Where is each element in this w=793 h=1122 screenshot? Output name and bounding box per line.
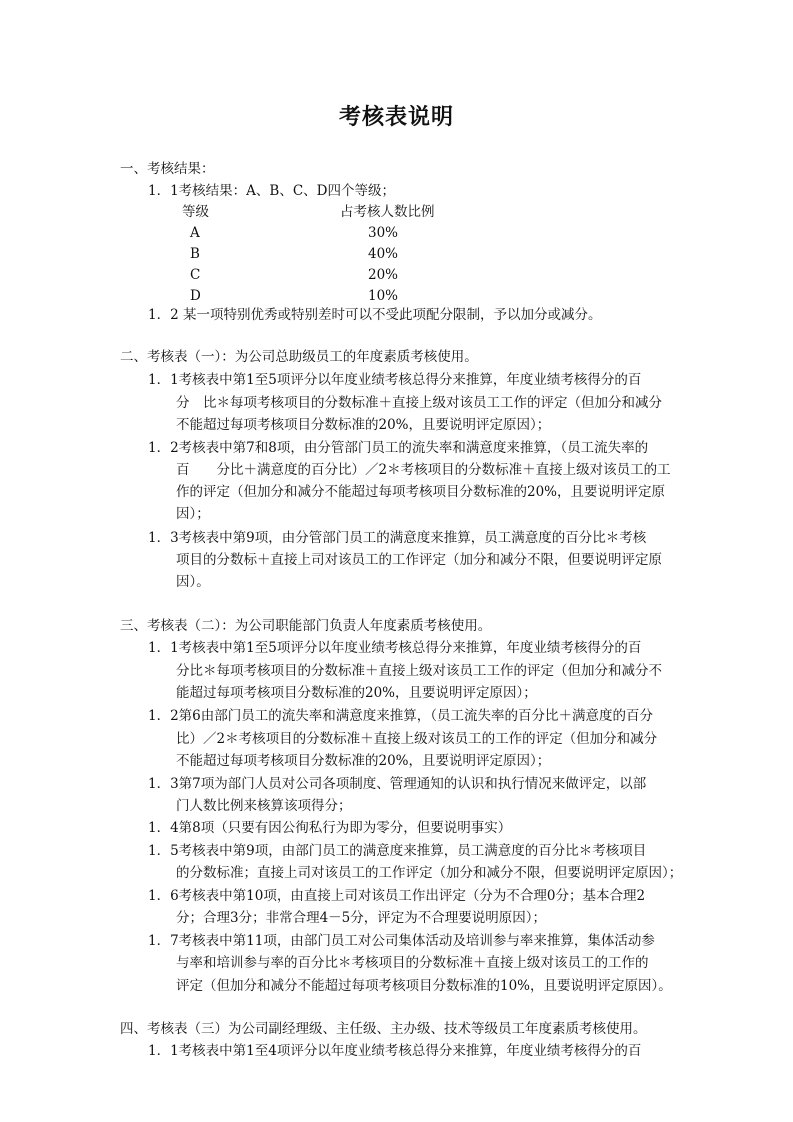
table-row-ratio: 30%	[368, 225, 399, 241]
s3-item-7-line: 与率和培训参与率的百分比＊考核项目的分数标准＋直接上级对该员工的工作的	[176, 955, 649, 971]
s2-item-2-line: 百 分比＋满意度的百分比）／2＊考核项目的分数标准＋直接上级对该员工的工	[176, 462, 671, 478]
section-4-heading: 四、考核表（三）为公司副经理级、主任级、主办级、技术等级员工年度素质考核使用。	[120, 1021, 647, 1037]
table-header-grade: 等级	[182, 204, 209, 220]
s2-item-1-line: 分 比＊每项考核项目的分数标准＋直接上级对该员工工作的评定（但加分和减分	[176, 395, 662, 411]
table-row-grade: A	[190, 225, 200, 241]
s3-item-3-line: 1．3第7项为部门人员对公司各项制度、管理通知的认识和执行情况来做评定，以部	[148, 776, 647, 792]
table-row-ratio: 20%	[368, 267, 399, 283]
section-1-heading: 一、考核结果：	[120, 161, 215, 177]
s3-item-6-line: 分；合理3分；非常合理4－5分，评定为不合理要说明原因）；	[176, 910, 547, 926]
s3-item-6-line: 1．6考核表中第10项，由直接上司对该员工作出评定（分为不合理0分；基本合理2	[148, 888, 646, 904]
table-row-grade: B	[190, 246, 200, 262]
s4-item-1-line: 1．1考核表中第1至4项评分以年度业绩考核总得分来推算，年度业绩考核得分的百	[148, 1043, 642, 1059]
s3-item-7-line: 评定（但加分和减分不能超过每项考核项目分数标准的10%，且要说明评定原因）。	[176, 978, 672, 994]
s2-item-1-line: 1．1考核表中第1至5项评分以年度业绩考核总得分来推算，年度业绩考核得分的百	[148, 372, 642, 388]
s2-item-3-line: 1．3考核表中第9项，由分管部门员工的满意度来推算，员工满意度的百分比＊考核	[148, 530, 647, 546]
table-header-ratio: 占考核人数比例	[340, 204, 435, 220]
s3-item-4-line: 1．4第8项（只要有因公徇私行为即为零分，但要说明事实）	[148, 820, 512, 836]
s2-item-3-line: 因）。	[176, 574, 210, 590]
section-2-heading: 二、考核表（一）：为公司总助级员工的年度素质考核使用。	[120, 349, 478, 365]
s3-item-2-line: 比）／2＊考核项目的分数标准＋直接上级对该员工的工作的评定（但加分和减分	[176, 731, 658, 747]
item-1-1: 1．1考核结果：A、B、C、D四个等级；	[148, 183, 396, 199]
document-title: 考核表说明	[338, 104, 454, 130]
table-row-ratio: 10%	[368, 288, 399, 304]
s3-item-1-line: 1．1考核表中第1至5项评分以年度业绩考核总得分来推算，年度业绩考核得分的百	[148, 640, 642, 656]
s3-item-2-line: 1．2第6由部门员工的流失率和满意度来推算，（员工流失率的百分比＋满意度的百分	[148, 708, 654, 724]
s2-item-2-line: 1．2考核表中第7和8项，由分管部门员工的流失率和满意度来推算，（员工流失率的	[148, 440, 649, 456]
s2-item-3-line: 项目的分数标＋直接上司对该员工的工作评定（加分和减分不限，但要说明评定原	[176, 552, 662, 568]
item-1-2: 1．2 某一项特别优秀或特别差时可以不受此项配分限制，予以加分或减分。	[148, 307, 602, 323]
s3-item-5-line: 1．5考核表中第9项，由部门员工的满意度来推算，员工满意度的百分比＊考核项目	[148, 843, 647, 859]
s3-item-1-line: 分比＊每项考核项目的分数标准＋直接上级对该员工工作的评定（但加分和减分不	[176, 663, 662, 679]
s3-item-1-line: 能超过每项考核项目分数标准的20%，且要说明评定原因）；	[176, 685, 537, 701]
section-3-heading: 三、考核表（二）：为公司职能部门负责人年度素质考核使用。	[120, 618, 492, 634]
table-row-ratio: 40%	[368, 246, 399, 262]
table-row-grade: D	[190, 288, 201, 304]
s3-item-7-line: 1．7考核表中第11项，由部门员工对公司集体活动及培训参与率来推算，集体活动参	[148, 933, 655, 949]
s3-item-5-line: 的分数标准；直接上司对该员工的工作评定（加分和减分不限，但要说明评定原因）；	[176, 865, 683, 881]
s2-item-2-line: 因）；	[176, 506, 210, 522]
s2-item-2-line: 作的评定（但加分和减分不能超过每项考核项目分数标准的20%，且要说明评定原	[176, 484, 666, 500]
s3-item-3-line: 门人数比例来核算该项得分；	[176, 798, 352, 814]
s3-item-2-line: 不能超过每项考核项目分数标准的20%，且要说明评定原因）；	[176, 753, 551, 769]
s2-item-1-line: 不能超过每项考核项目分数标准的20%，且要说明评定原因）；	[176, 417, 551, 433]
table-row-grade: C	[190, 267, 201, 283]
